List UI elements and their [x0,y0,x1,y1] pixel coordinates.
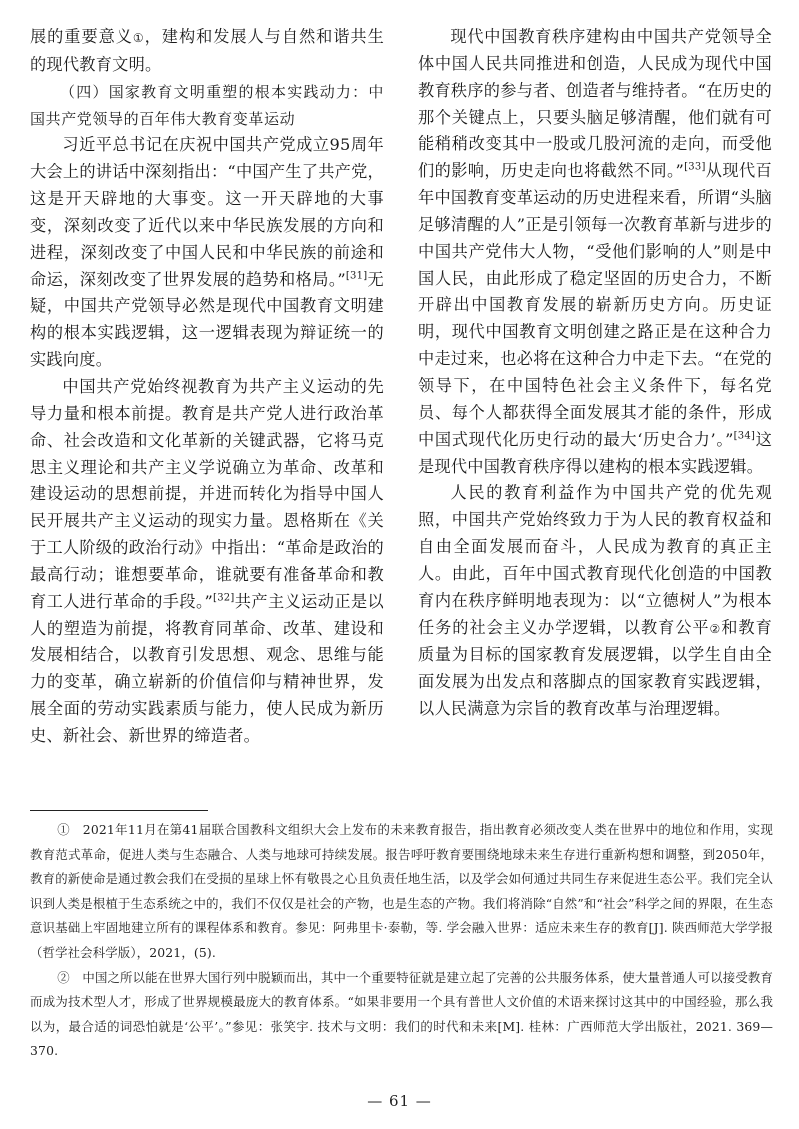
paragraph-text: 展的重要意义 [30,27,133,46]
footnote-text: 2021年11月在第41届联合国教科文组织大会上发布的未来教育报告，指出教育必须改变人类在世界中的地位和作用，实现教育范式革命，促进人类与生态融合、人类与地球可持续发展。报告呼吁教育要围绕地球未来生存进行重新构想和调整，到2050年，教育的新使命是通过教会我们在受损的星球上怀有敬畏之心且负责任地生活，以及学会如何通过共同生存来促进生态公平。我们完全认识到人类是根植于生态系统之中的，我们不仅仅是社会的产物，也是生态的产物。我们将消除“自然”和“社会”科学之间的界限，在生态意识基础上牢固地建立所有的课程体系和教育。参见：阿弗里卡·泰勒，等. 学会融入世界：适应未来生存的教育[J]. 陕西师范大学学报（哲学社会科学版），2021，(5). [30,822,773,960]
paragraph-text: 共产主义运动正是以人的塑造为前提，将教育同革命、改革、建设和发展相结合，以教育引发思想、观念、思维与能力的变革，确立崭新的价值信仰与精神世界，发展全面的劳动实践素质与能力，使人民成为新历史、新社会、新世界的缔造者。 [30,591,384,745]
paragraph-people [418,480,772,723]
footnotes [30,818,773,1064]
paragraph-text: 这是现代中国教育秩序得以建构的根本实践逻辑。 [418,429,773,476]
section-heading: （四）国家教育文明重塑的根本实践动力：中国共产党领导的百年伟大教育变革运动 [30,82,384,128]
paragraph-text: 中国共产党始终视教育为共产主义运动的先导力量和根本前提。教育是共产党人进行政治革命、社会改造和文化革新的关键武器，它将马克思主义理论和共产主义学说确立为革命、改革和建设运动的思想前提，并进而转化为指导中国人民开展共产主义运动的现实力量。恩格斯在《关于工人阶级的政治行动》中指出：“革命是政治的最高行动；谁想要革命，谁就要有准备革命和教育工人进行革命的手段。” [30,376,384,611]
footnote-divider [30,810,208,811]
footnote-mark: ① [57,822,71,837]
footnote-marker-2: ② [709,621,722,636]
paragraph-text: 习近平总书记在庆祝中国共产党成立95周年大会上的讲话中深刻指出：“中国产生了共产党，这是开天辟地的大事变。这一开天辟地的大事变，深刻改变了近代以来中华民族发展的方向和进程，深刻改变了中国人民和中华民族的前途和命运，深刻改变了世界发展的趋势和格局。” [30,135,384,289]
paragraph-text: 人民的教育利益作为中国共产党的优先观照，中国共产党始终致力于为人民的教育权益和自由全面发展而奋斗，人民成为教育的真正主人。由此，百年中国式教育现代化创造的中国教育内在秩序鲜明地表现为：以“立德树人”为根本任务的社会主义办学逻辑，以教育公平 [418,483,772,637]
page-number: — 61 — [367,1092,432,1110]
citation-31: [31] [345,270,368,282]
citation-32: [32] [213,592,235,604]
paragraph-engels [30,374,384,750]
paragraph-text: ，建构和发展人与自然和谐共生的现代教育文明。 [30,27,385,74]
citation-34: [34] [733,430,756,442]
paragraph-xi-quote [30,132,384,374]
footnote-mark: ② [57,969,70,985]
footnote-marker-1: ① [132,31,145,45]
paragraph-text: 现代中国教育秩序建构由中国共产党领导全体中国人民共同推进和创造，人民成为现代中国教育秩序的参与者、创造者与维持者。“在历史的那个关键点上，只要头脑足够清醒，他们就有可能稍稍改变其中一股或几股河流的走向，而受他们的影响，历史走向也将截然不同。” [418,27,772,181]
paragraph-text: 从现代百年中国教育变革运动的历史进程来看，所谓“头脑足够清醒的人”正是引领每一次教育革新与进步的中国共产党伟大人物，“受他们影响的人”则是中国人民，由此形成了稳定坚固的历史合力，不断开辟出中国教育发展的崭新历史方向。历史证明，现代中国教育文明创建之路正是在这种合力中走过来，也必将在这种合力中走下去。“在党的领导下，在中国特色社会主义条件下，每名党员、每个人都获得全面发展其才能的条件，形成中国式现代化历史行动的最大‘历史合力’。” [418,161,772,449]
citation-33: [33] [684,161,706,173]
left-column [30,24,384,750]
paragraph-text: 无疑，中国共产党领导必然是现代中国教育文明建构的根本实践逻辑，这一逻辑表现为辩证统一的实践向度。 [30,269,384,370]
paragraph-text: 和教育质量为目标的国家教育发展逻辑，以学生自由全面发展为出发点和落脚点的国家教育实践逻辑，以人民满意为宗旨的教育改革与治理逻辑。 [418,617,773,719]
footnote-text: 中国之所以能在世界大国行列中脱颖而出，其中一个重要特征就是建立起了完善的公共服务体系，使大量普通人可以接受教育而成为技术型人才，形成了世界规模最庞大的教育体系。“如果非要用一个具有普世人文价值的术语来探讨这其中的中国经验，那么我以为，最合适的词恐怕就是‘公平’。”参见：张笑宇. 技术与文明：我们的时代和未来[M]. 桂林：广西师范大学出版社，2021. 369—370. [30,969,773,1059]
paragraph-continued [30,24,384,79]
footnote-2 [30,966,773,1064]
footnote-1 [30,818,773,966]
paragraph-order [418,24,772,480]
right-column [418,24,772,723]
